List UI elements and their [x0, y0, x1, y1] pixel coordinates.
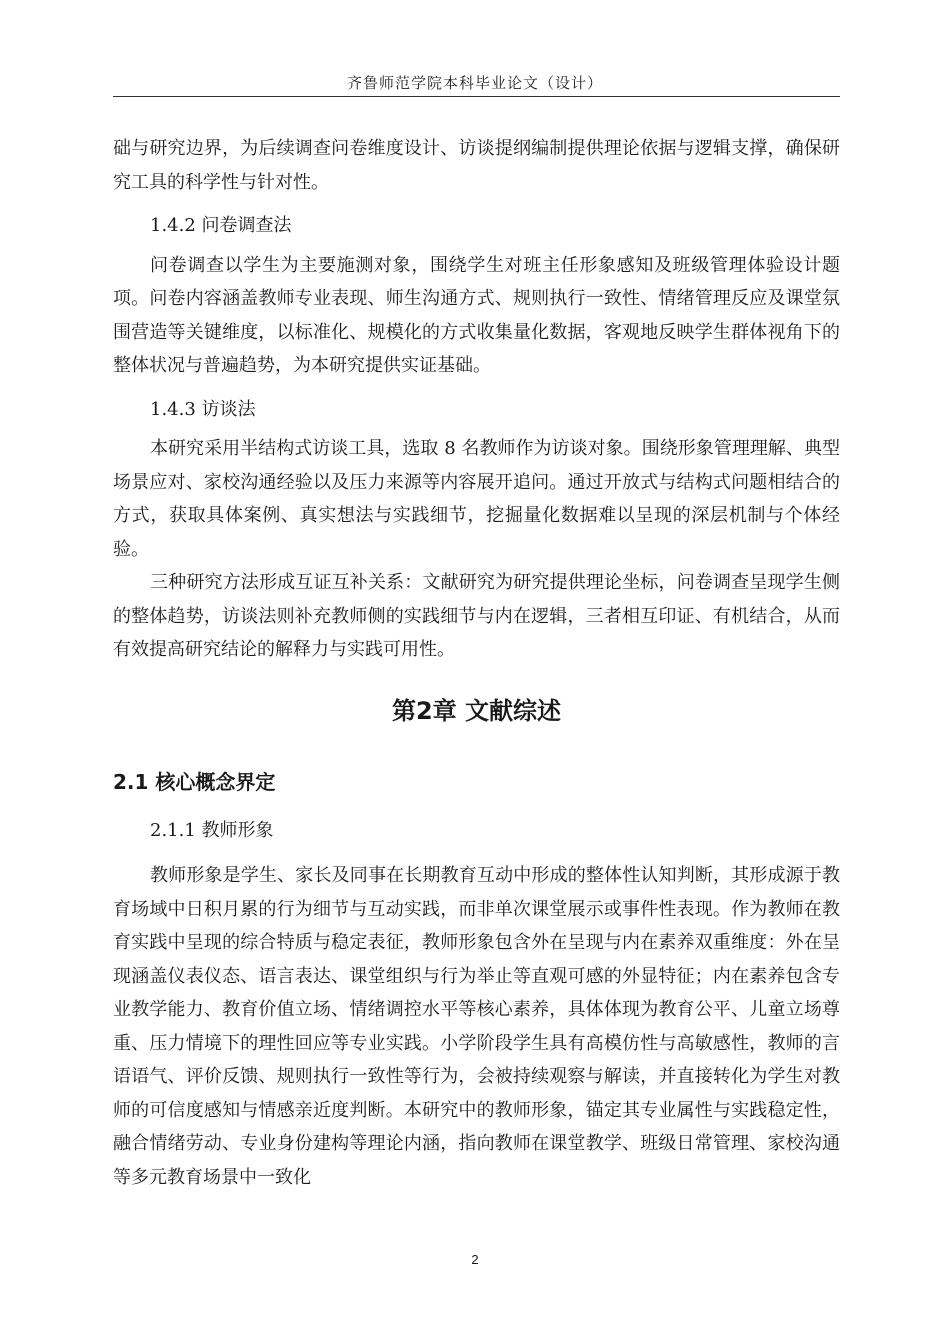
heading-2-1-1: 2.1.1 教师形象 — [150, 819, 274, 841]
heading-1-4-2: 1.4.2 问卷调查法 — [150, 215, 292, 236]
paragraph-questionnaire: 问卷调查以学生为主要施测对象，围绕学生对班主任形象感知及班级管理体验设计题项。问卷内容涵盖教师专业表现、师生沟通方式、规则执行一致性、情绪管理反应及课堂氛围营造等关键维度，以标准化、规模化的方式收集量化数据，客观地反映学生群体视角下的整体状况与普遍趋势，为本研究提供实证基础。 — [113, 254, 840, 376]
page-number: 2 — [471, 1252, 479, 1267]
paragraph-continued: 础与研究边界，为后续调查问卷维度设计、访谈提纲编制提供理论依据与逻辑支撑，确保研究工具的科学性与针对性。 — [113, 138, 840, 193]
chapter-title: 第2章 文献综述 — [391, 696, 562, 725]
page-header: 齐鲁师范学院本科毕业论文（设计） — [346, 74, 603, 92]
header-rule — [113, 96, 840, 97]
heading-2-1: 2.1 核心概念界定 — [113, 769, 276, 794]
heading-1-4-3: 1.4.3 访谈法 — [150, 398, 256, 420]
paragraph-interview: 本研究采用半结构式访谈工具，选取 8 名教师作为访谈对象。围绕形象管理理解、典型场景应对、家校沟通经验以及压力来源等内容展开追问。通过开放式与结构式问题相结合的方式，获取具体案例、真实想法与实践细节，挖掘量化数据难以呈现的深层机制与个体经验。 — [113, 438, 840, 560]
page-body — [113, 132, 840, 1194]
paragraph-methods-summary: 三种研究方法形成互证互补关系：文献研究为研究提供理论坐标，问卷调查呈现学生侧的整体趋势，访谈法则补充教师侧的实践细节与内在逻辑，三者相互印证、有机结合，从而有效提高研究结论的解释力与实践可用性。 — [113, 572, 840, 660]
paragraph-teacher-image: 教师形象是学生、家长及同事在长期教育互动中形成的整体性认知判断，其形成源于教育场域中日积月累的行为细节与互动实践，而非单次课堂展示或事件性表现。作为教师在教育实践中呈现的综合特质与稳定表征，教师形象包含外在呈现与内在素养双重维度：外在呈现涵盖仪表仪态、语言表达、课堂组织与行为举止等直观可感的外显特征；内在素养包含专业教学能力、教育价值立场、情绪调控水平等核心素养，具体体现为教育公平、儿童立场尊重、压力情境下的理性回应等专业实践。小学阶段学生具有高模仿性与高敏感性，教师的言语语气、评价反馈、规则执行一致性等行为，会被持续观察与解读，并直接转化为学生对教师的可信度感知与情感亲近度判断。本研究中的教师形象，锚定其专业属性与实践稳定性，融合情绪劳动、专业身份建构等理论内涵，指向教师在课堂教学、班级日常管理、家校沟通等多元教育场景中一致化 — [113, 865, 840, 1188]
